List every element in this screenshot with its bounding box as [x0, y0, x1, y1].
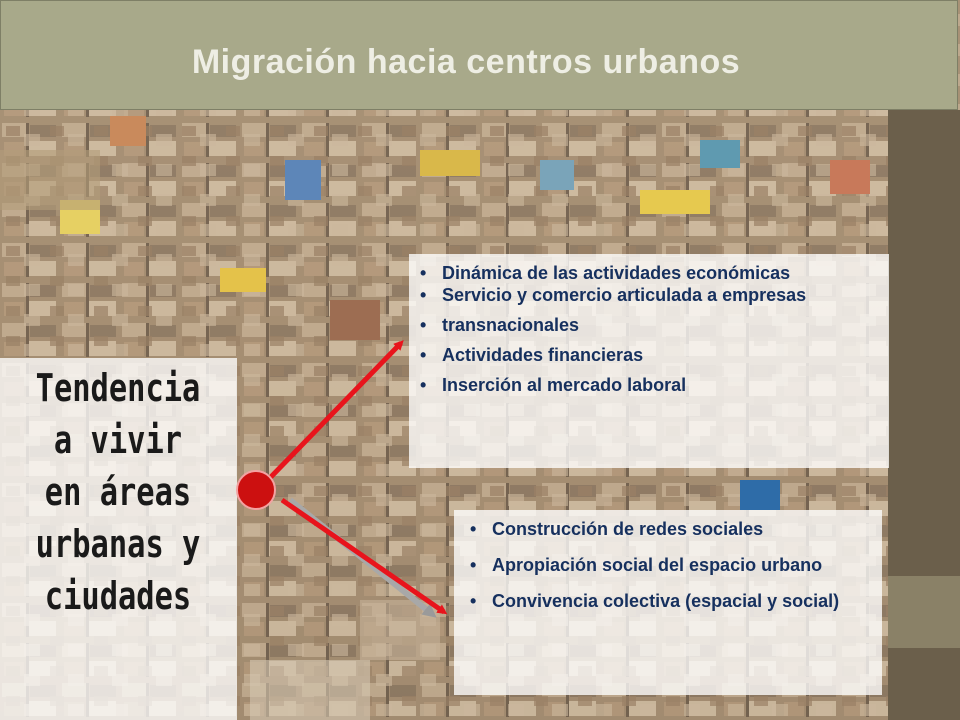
list-item: • transnacionales — [412, 314, 882, 336]
left-statement-text: Tendencia a vivir en áreas urbanas y ciudades — [35, 366, 201, 618]
list-item: • Apropiación social del espacio urbano — [462, 554, 872, 576]
list-item: • Convivencia colectiva (espacial y social) — [462, 590, 872, 612]
list-item: • Servicio y comercio articulada a empresas — [412, 284, 882, 306]
origin-circle — [237, 471, 275, 509]
arrow-to-social-factors — [282, 500, 444, 612]
arrow-to-economic-factors — [266, 343, 401, 482]
list-item: • Actividades financieras — [412, 344, 882, 366]
list-item: • Dinámica de las actividades económicas — [412, 262, 882, 284]
slide-title: Migración hacia centros urbanos — [191, 43, 741, 81]
list-item: • Inserción al mercado laboral — [412, 374, 882, 396]
list-item: • Construcción de redes sociales — [462, 518, 872, 540]
